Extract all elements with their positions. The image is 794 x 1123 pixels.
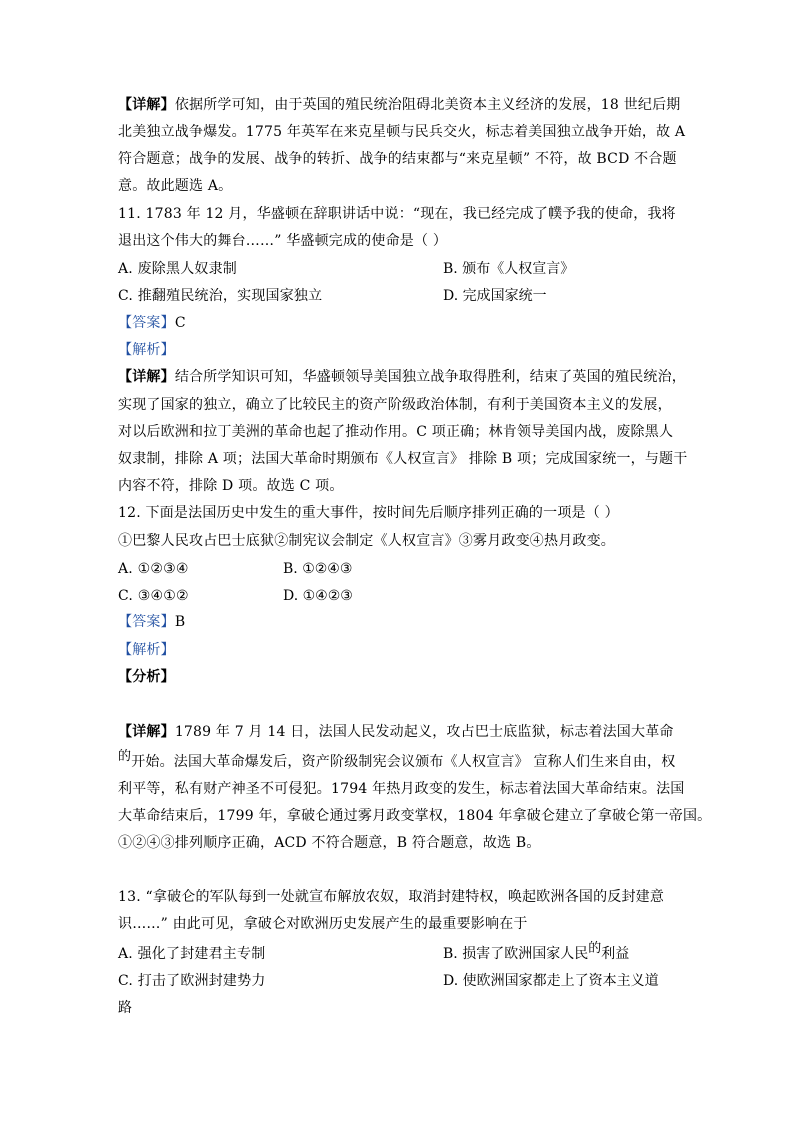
q12-explain-line-2: 的开始。法国大革命爆发后，资产阶级制宪会议颁布《人权宣言》 宣称人们生来自由，权	[118, 749, 676, 770]
q11-option-d: D. 完成国家统一	[443, 288, 547, 304]
q12-explain-line-4: 大革命结束后，1799 年，拿破仑通过雾月政变掌权，1804 年拿破仑建立了拿破仑第一帝国。	[118, 808, 712, 824]
q13-stem-line-2: 识……” 由此可见，拿破仑对欧洲历史发展产生的最重要影响在于	[118, 916, 528, 932]
q11-explain-line-1: 【详解】结合所学知识可知，华盛顿领导美国独立战争取得胜利，结束了英国的殖民统治，	[118, 369, 687, 385]
q11-answer-value: C	[174, 315, 186, 331]
q11-stem-line-2: 退出这个伟大的舞台……” 华盛顿完成的使命是（ ）	[118, 233, 448, 249]
q13-option-a: A. 强化了封建君主专制	[118, 946, 266, 962]
q11-analysis-label: 【解析】	[118, 342, 175, 358]
q12-explain-line-1: 【详解】1789 年 7 月 14 日，法国人民发动起义，攻占巴士底监狱，标志着法国大革命	[118, 724, 674, 740]
q13-option-d-wrap: 路	[118, 1000, 133, 1016]
q12-option-b: B. ①②④③	[283, 561, 353, 577]
q11-explain-line-3: 对以后欧洲和拉丁美洲的革命也起了推动作用。C 项正确；林肯领导美国内战，废除黑人	[118, 424, 674, 440]
q12-stem-line-1: 12. 下面是法国历史中发生的重大事件，按时间先后顺序排列正确的一项是（ ）	[118, 505, 619, 521]
q12-analysis-label: 【解析】	[118, 642, 175, 658]
q11-option-b: B. 颁布《人权宣言》	[443, 261, 575, 277]
q10-explain-label: 【详解】	[118, 97, 175, 113]
q12-option-d: D. ①④②③	[283, 588, 353, 604]
q11-option-a: A. 废除黑人奴隶制	[118, 261, 238, 277]
q12-explain-line-5: ①②④③排列顺序正确，ACD 不符合题意，B 符合题意，故选 B。	[118, 835, 541, 851]
q12-explain-label: 【详解】	[118, 724, 175, 740]
q12-answer-label: 【答案】	[118, 614, 175, 630]
q12-explain-line-3: 利平等，私有财产神圣不可侵犯。1794 年热月政变的发生，标志着法国大革命结束。法国	[118, 781, 685, 797]
q12-explain-super: 的	[118, 749, 132, 764]
q11-explain-line-2: 实现了国家的独立，确立了比较民主的资产阶级政治体制，有利于美国资本主义的发展，	[118, 397, 672, 413]
q12-answer-value: B	[174, 614, 186, 630]
q13-option-d: D. 使欧洲国家都走上了资本主义道	[443, 973, 659, 989]
q10-explain-line-1: 【详解】依据所学可知，由于英国的殖民统治阻碍北美资本主义经济的发展，18 世纪后期	[118, 97, 681, 113]
q10-explain-line-2: 北美独立战争爆发。1775 年英军在来克星顿与民兵交火，标志着美国独立战争开始，故 A	[118, 124, 686, 140]
q12-stem-line-2: ①巴黎人民攻占巴士底狱②制宪议会制定《人权宣言》③雾月政变④热月政变。	[118, 533, 615, 549]
q11-answer-label: 【答案】	[118, 315, 175, 331]
q12-answer	[118, 612, 185, 632]
q13-option-c: C. 打击了欧洲封建势力	[118, 973, 266, 989]
q12-option-c: C. ③④①②	[118, 588, 189, 604]
q11-answer	[118, 313, 186, 333]
q12-option-a: A. ①②③④	[118, 561, 189, 577]
q13-option-b: B. 损害了欧洲国家人民的利益	[443, 941, 630, 962]
q11-explain-line-5: 内容不符，排除 D 项。故选 C 项。	[118, 478, 344, 494]
q10-explain-line-3: 符合题意；战争的发展、战争的转折、战争的结束都与“来克星顿” 不符，故 BCD 不合题	[118, 151, 677, 167]
q12-fenxi-label: 【分析】	[118, 669, 175, 685]
q13-stem-line-1: 13. “拿破仑的军队每到一处就宣布解放农奴，取消封建特权，唤起欧洲各国的反封建意	[118, 889, 665, 905]
q11-explain-label: 【详解】	[118, 369, 175, 385]
q11-explain-line-4: 奴隶制，排除 A 项；法国大革命时期颁布《人权宣言》 排除 B 项；完成国家统一，与题干	[118, 451, 688, 467]
q11-option-c: C. 推翻殖民统治，实现国家独立	[118, 288, 323, 304]
q11-stem-line-1: 11. 1783 年 12 月，华盛顿在辞职讲话中说：“现在，我已经完成了幞予我的使命，我将	[118, 206, 676, 222]
q10-explain-line-4: 意。故此题选 A。	[118, 178, 233, 194]
